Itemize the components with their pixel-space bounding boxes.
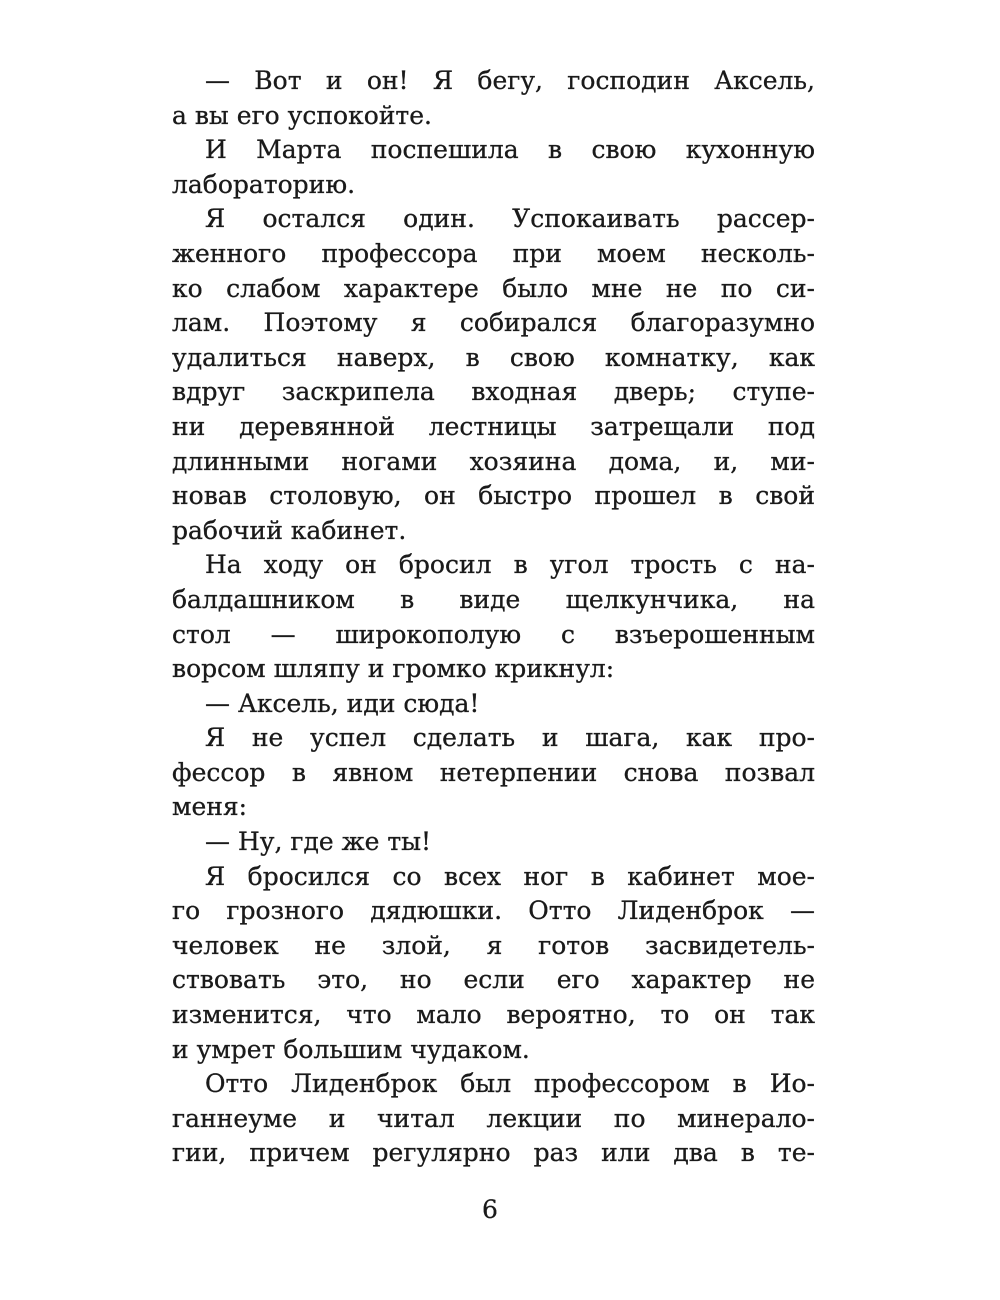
text-line: изменится, что мало вероятно, то он так	[172, 1000, 815, 1030]
text-line: фессор в явном нетерпении снова позвал	[172, 757, 815, 787]
text-line: меня:	[172, 792, 248, 822]
text-line: На ходу он бросил в угол трость с на-	[205, 550, 815, 580]
paragraph	[172, 133, 815, 202]
text-line: гии, причем регулярно раз или два в те-	[172, 1138, 815, 1168]
text-line: новав столовую, он быстро прошел в свой	[172, 481, 815, 511]
text-line: лам. Поэтому я собирался благоразумно	[172, 308, 815, 338]
paragraph	[172, 687, 815, 722]
paragraph	[172, 860, 815, 1068]
page-number: 6	[482, 1195, 498, 1224]
text-line: го грозного дядюшки. Отто Лиденброк —	[172, 896, 815, 926]
text-line: человек не злой, я готов засвидетель-	[172, 930, 815, 960]
text-line: ворсом шляпу и громко крикнул:	[172, 654, 615, 684]
paragraph	[172, 64, 815, 133]
text-line: рабочий кабинет.	[172, 515, 407, 545]
text-line: И Марта поспешила в свою кухонную	[205, 135, 815, 165]
text-line: Я остался один. Успокаивать рассер-	[205, 204, 815, 234]
text-line: и умрет большим чудаком.	[172, 1034, 530, 1064]
text-line: — Аксель, иди сюда!	[205, 688, 480, 718]
page-body-text	[172, 64, 815, 1171]
text-line: Отто Лиденброк был профессором в Ио-	[205, 1069, 815, 1099]
paragraph	[172, 548, 815, 686]
paragraph	[172, 202, 815, 548]
text-line: а вы его успокойте.	[172, 100, 432, 130]
text-line: ствовать это, но если его характер не	[172, 965, 815, 995]
paragraph	[172, 721, 815, 825]
text-line: лабораторию.	[172, 169, 356, 199]
text-line: ни деревянной лестницы затрещали под	[172, 411, 815, 441]
text-line: балдашником в виде щелкунчика, на	[172, 584, 815, 614]
text-line: Я не успел сделать и шага, как про-	[205, 723, 815, 753]
text-line: ганнеуме и читал лекции по минерало-	[172, 1103, 815, 1133]
text-line: Я бросился со всех ног в кабинет мое-	[205, 861, 815, 891]
text-line: вдруг заскрипела входная дверь; ступе-	[172, 377, 815, 407]
text-line: стол — широкополую с взъерошенным	[172, 619, 815, 649]
text-line: удалиться наверх, в свою комнатку, как	[172, 342, 815, 372]
text-line: — Вот и он! Я бегу, господин Аксель,	[205, 66, 815, 95]
text-line: длинными ногами хозяина дома, и, ми-	[172, 446, 815, 476]
text-line: — Ну, где же ты!	[205, 827, 432, 857]
paragraph	[172, 825, 815, 860]
text-line: ко слабом характере было мне не по си-	[172, 273, 815, 303]
text-line: женного профессора при моем несколь-	[172, 238, 815, 268]
paragraph	[172, 1067, 815, 1171]
